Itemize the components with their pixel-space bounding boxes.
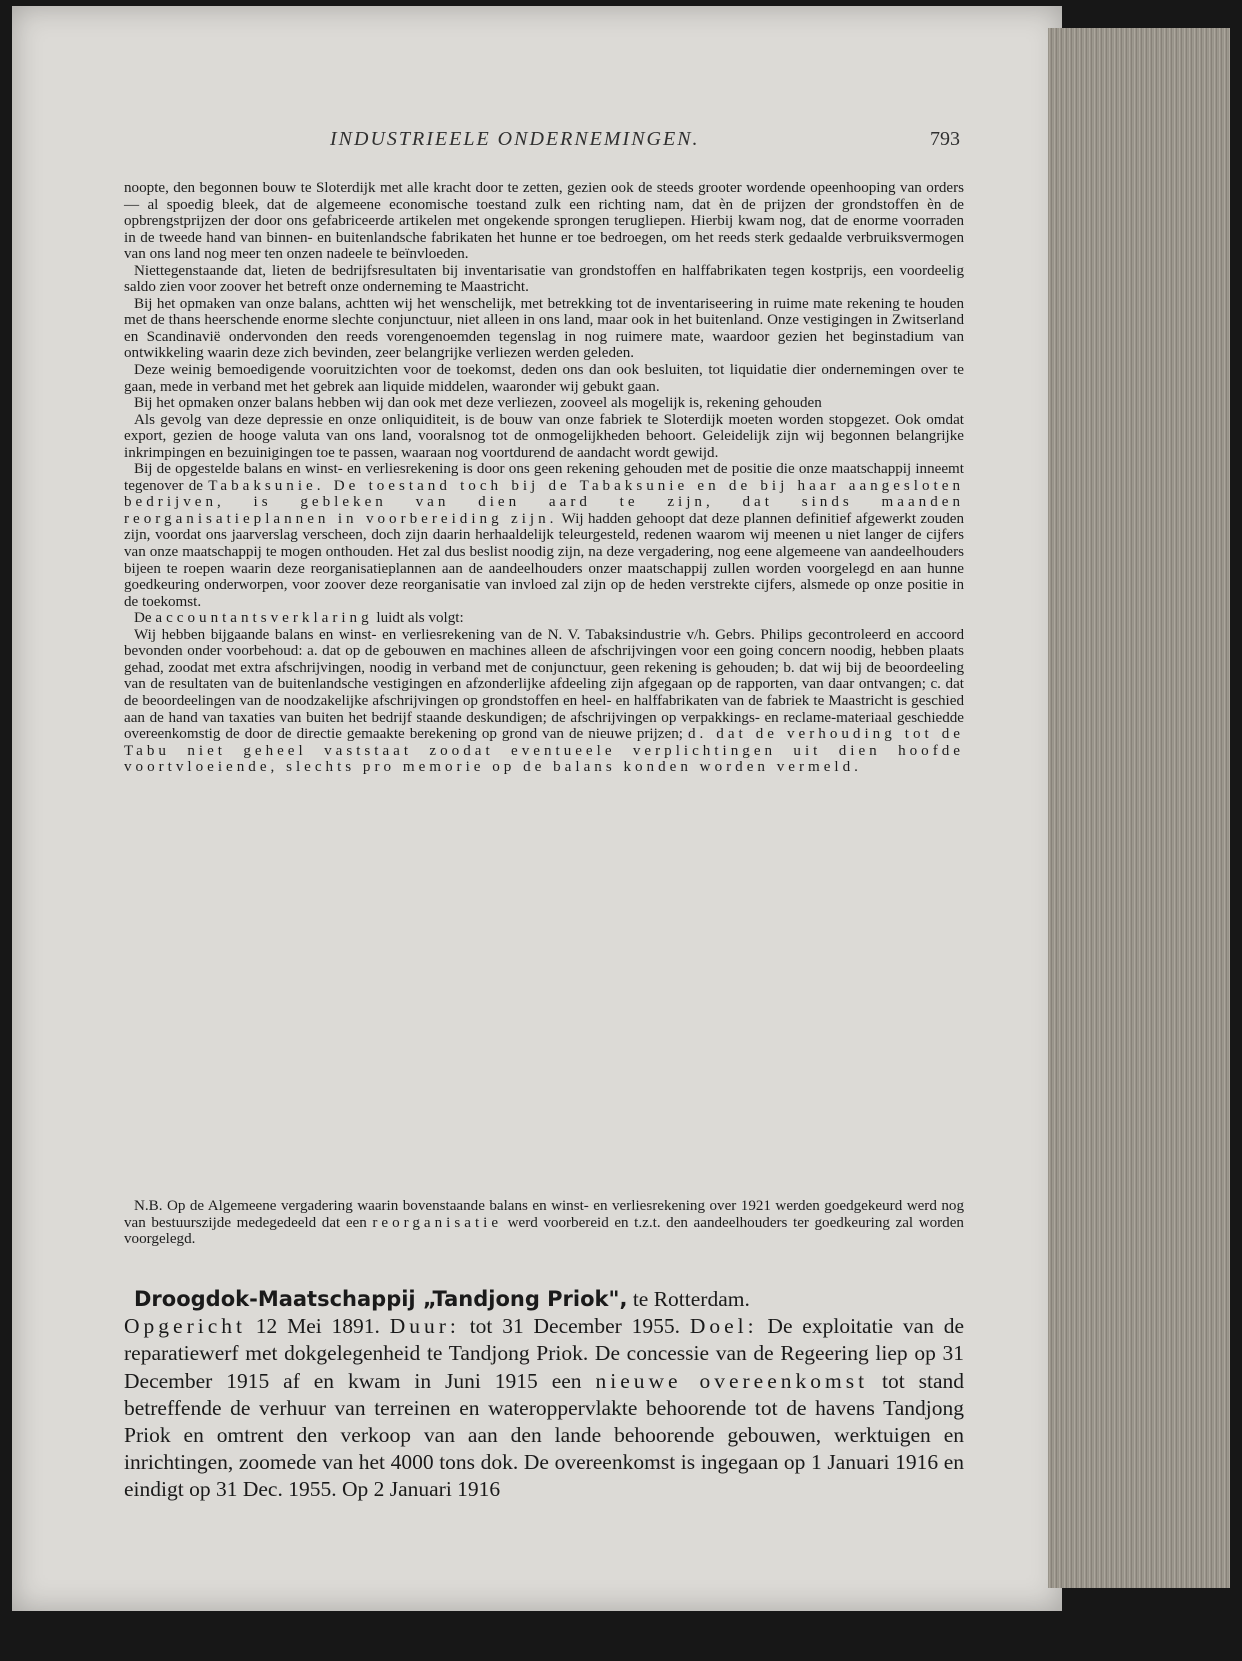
paragraph (124, 1198, 964, 1248)
field-text: tot stand betreffende de verhuur van terreinen en wateroppervlakte behoorende tot de havens Tandjong Priok en omtrent den verkoop van aan den lande behoorende gebouwen, werktuigen en inrichtingen, zoomede van het 4000 tons dok. De overeenkomst is ingegaan op 1 Januari 1916 en eindigt op 31 Dec. 1955. Op 2 Januari 1916 (124, 1368, 964, 1502)
spaced-emphasis: accountantsverklaring (155, 610, 373, 627)
paragraph-text: Wij hebben bijgaande balans en winst- en verliesrekening van de N. V. Tabaksindustrie v/h. Gebrs. Philips gecontroleerd en accoord bevonden onder voorbehoud: a. dat op de gebouwen en machines alleen de afschrijvingen voor een going concern noodig, hebben plaats gehad, zoodat met extra afschrijvingen, noodig in verband met de conjunctuur, geen rekening is gehouden; b. dat wij bij de beoordeeling van de resultaten van de buitenlandsche vestigingen en afzonderlijke afdeeling zijn afgegaan op de rapporten, van daar ontvangen; c. dat de beoordeelingen van de noodzakelijke afschrijvingen op grondstoffen en heel- en halffabrikaten van de fabriek te Maastricht is geschied aan de hand van taxaties van buiten het bedrijf staande deskundigen; de afschrijvingen op verpakkings- en reclame-materiaal geschiedde overeenkomstig de door de directie gemaakte berekening op grond van de nieuwe prijzen; (124, 626, 964, 743)
paragraph (124, 1286, 964, 1504)
paragraph: Bij het opmaken onzer balans hebben wij dan ook met deze verliezen, zooveel als mogelijk is, rekening gehouden (134, 395, 822, 412)
paragraph: Als gevolg van deze depressie en onze onliquiditeit, is de bouw van onze fabriek te Sloterdijk moeten worden stopgezet. Ook omdat export, gezien de hooge valuta van ons land, vooralsnog tot de onmogelijkheden behoort. Geleidelijk zijn wij begonnen belangrijke inkrimpingen en bezuinigingen toe te passen, waaraan nog voortdurend de aandacht wordt gewijd. (124, 411, 964, 461)
company-location: te Rotterdam. (627, 1287, 750, 1311)
paragraph-text: Bij de opgestelde balans en winst- en verliesrekening is door ons geen rekening gehouden met de positie die onze maatschappij inneemt tegenover de (124, 461, 964, 494)
field-text: De exploitatie van de reparatiewerf met dokgelegenheid te Tandjong Priok. De concessie van de Regeering liep op 31 December 1915 af en kwam in Juni 1915 een (124, 1314, 965, 1393)
paragraph (124, 627, 964, 776)
company-title: Droogdok-Maatschappij „Tandjong Priok", (134, 1287, 628, 1311)
field-label: Duur: (389, 1314, 460, 1339)
field-label: Doel: (689, 1314, 758, 1339)
paragraph-text: werd voorbereid en t.z.t. den aandeelhouders ter goedkeuring zal worden voorgelegd. (124, 1214, 964, 1247)
paragraph (124, 461, 964, 610)
company-entry (124, 1286, 964, 1504)
report-text (124, 180, 964, 776)
paragraph: noopte, den begonnen bouw te Sloterdijk met alle kracht door te zetten, gezien ook de steeds grooter wordende opeenhooping van orders — al spoedig bleek, dat de algemeene economische toestand zulk een richting nam, dat èn de prijzen der grondstoffen èn de opbrengstprijzen der door ons gefabriceerde artikelen met ongekende sprongen terugliepen. Hierbij kwam nog, dat de enorme voorraden in de tweede hand van binnen- en buitenlandsche fabrikaten het hunne er toe bedroegen, om het reeds sterk gedaalde verbruiksvermogen van ons land nog meer ten onzen nadeele te beïnvloeden. (124, 180, 964, 263)
paragraph (124, 610, 964, 627)
paragraph-text: Wij hadden gehoopt dat deze plannen definitief afgewerkt zouden zijn, voordat ons jaarverslag verscheen, doch zijn daarin herhaaldelijk teleurgesteld, redenen waarom wij meenen u niet langer de cijfers van onze maatschappij te mogen onthouden. Het zal dus beslist noodig zijn, na deze vergadering, nog eene algemeene van aandeelhouders bijeen te roepen waarin deze reorganisatieplannen aan de aandeelhouders onzer maatschappij zullen worden voorgelegd en aan hunne goedkeuring onderworpen, voor zoover deze reorganisatie van invloed zal zijn op de heden verstrekte cijfers, alsmede op onze positie in de toekomst. (124, 510, 964, 610)
page-stack-edge (1048, 28, 1230, 1588)
paragraph: Deze weinig bemoedigende vooruitzichten voor de toekomst, deden ons dan ook besluiten, tot liquidatie dier ondernemingen over te gaan, mede in verband met het gebrek aan liquide middelen, waaronder wij gebukt gaan. (124, 362, 964, 395)
spaced-emphasis: d. dat de verhouding tot de Tabu niet geheel vaststaat zoodat eventueele verplichtingen uit dien hoofde voortvloeiende, slechts pro memorie op de balans konden worden vermeld. (124, 726, 964, 776)
nota-bene (124, 1198, 964, 1248)
page-header (140, 128, 960, 158)
spaced-emphasis: Tabaksunie. De toestand toch bij de Tabaksunie en de bij haar aangesloten bedrijven, is gebleken van dien aard te zijn, dat sinds maanden reorganisatieplannen in voorbereiding zijn. (124, 477, 964, 527)
field-text: 12 Mei 1891. (245, 1314, 390, 1339)
spaced-emphasis: reorganisatie (372, 1214, 503, 1231)
running-head: INDUSTRIEELE ONDERNEMINGEN. (330, 128, 700, 150)
field-label: Opgericht (124, 1314, 246, 1339)
page-number: 793 (930, 128, 960, 150)
paragraph: Niettegenstaande dat, lieten de bedrijfsresultaten bij inventarisatie van grondstoffen en halffabrikaten tegen kostprijs, een voordeelig saldo zien voor zoover het betreft onze onderneming te Maastricht. (124, 262, 964, 296)
paragraph: Bij het opmaken van onze balans, achtten wij het wenschelijk, met betrekking tot de inventariseering in ruime mate rekening te houden met de thans heerschende enorme slechte conjunctuur, niet alleen in ons land, maar ook in het buitenland. Onze vestigingen in Zwitserland en Scandinavië ondervonden den reeds vorengenoemden tegenslag in nog ruimere mate, waardoor gezien het beginstadium van ontwikkeling waarin deze zich bevinden, zeer belangrijke verliezen werden geleden. (124, 295, 964, 362)
paragraph-text: De (134, 610, 156, 627)
paragraph-text: luidt als volgt: (372, 610, 464, 627)
spaced-emphasis: nieuwe overeenkomst (595, 1368, 869, 1393)
field-text: tot 31 December 1955. (459, 1314, 690, 1339)
paragraph-text: N.B. Op de Algemeene vergadering waarin bovenstaande balans en winst- en verliesrekening over 1921 werden goedgekeurd werd nog van bestuurszijde medegedeeld dat een (124, 1198, 964, 1231)
